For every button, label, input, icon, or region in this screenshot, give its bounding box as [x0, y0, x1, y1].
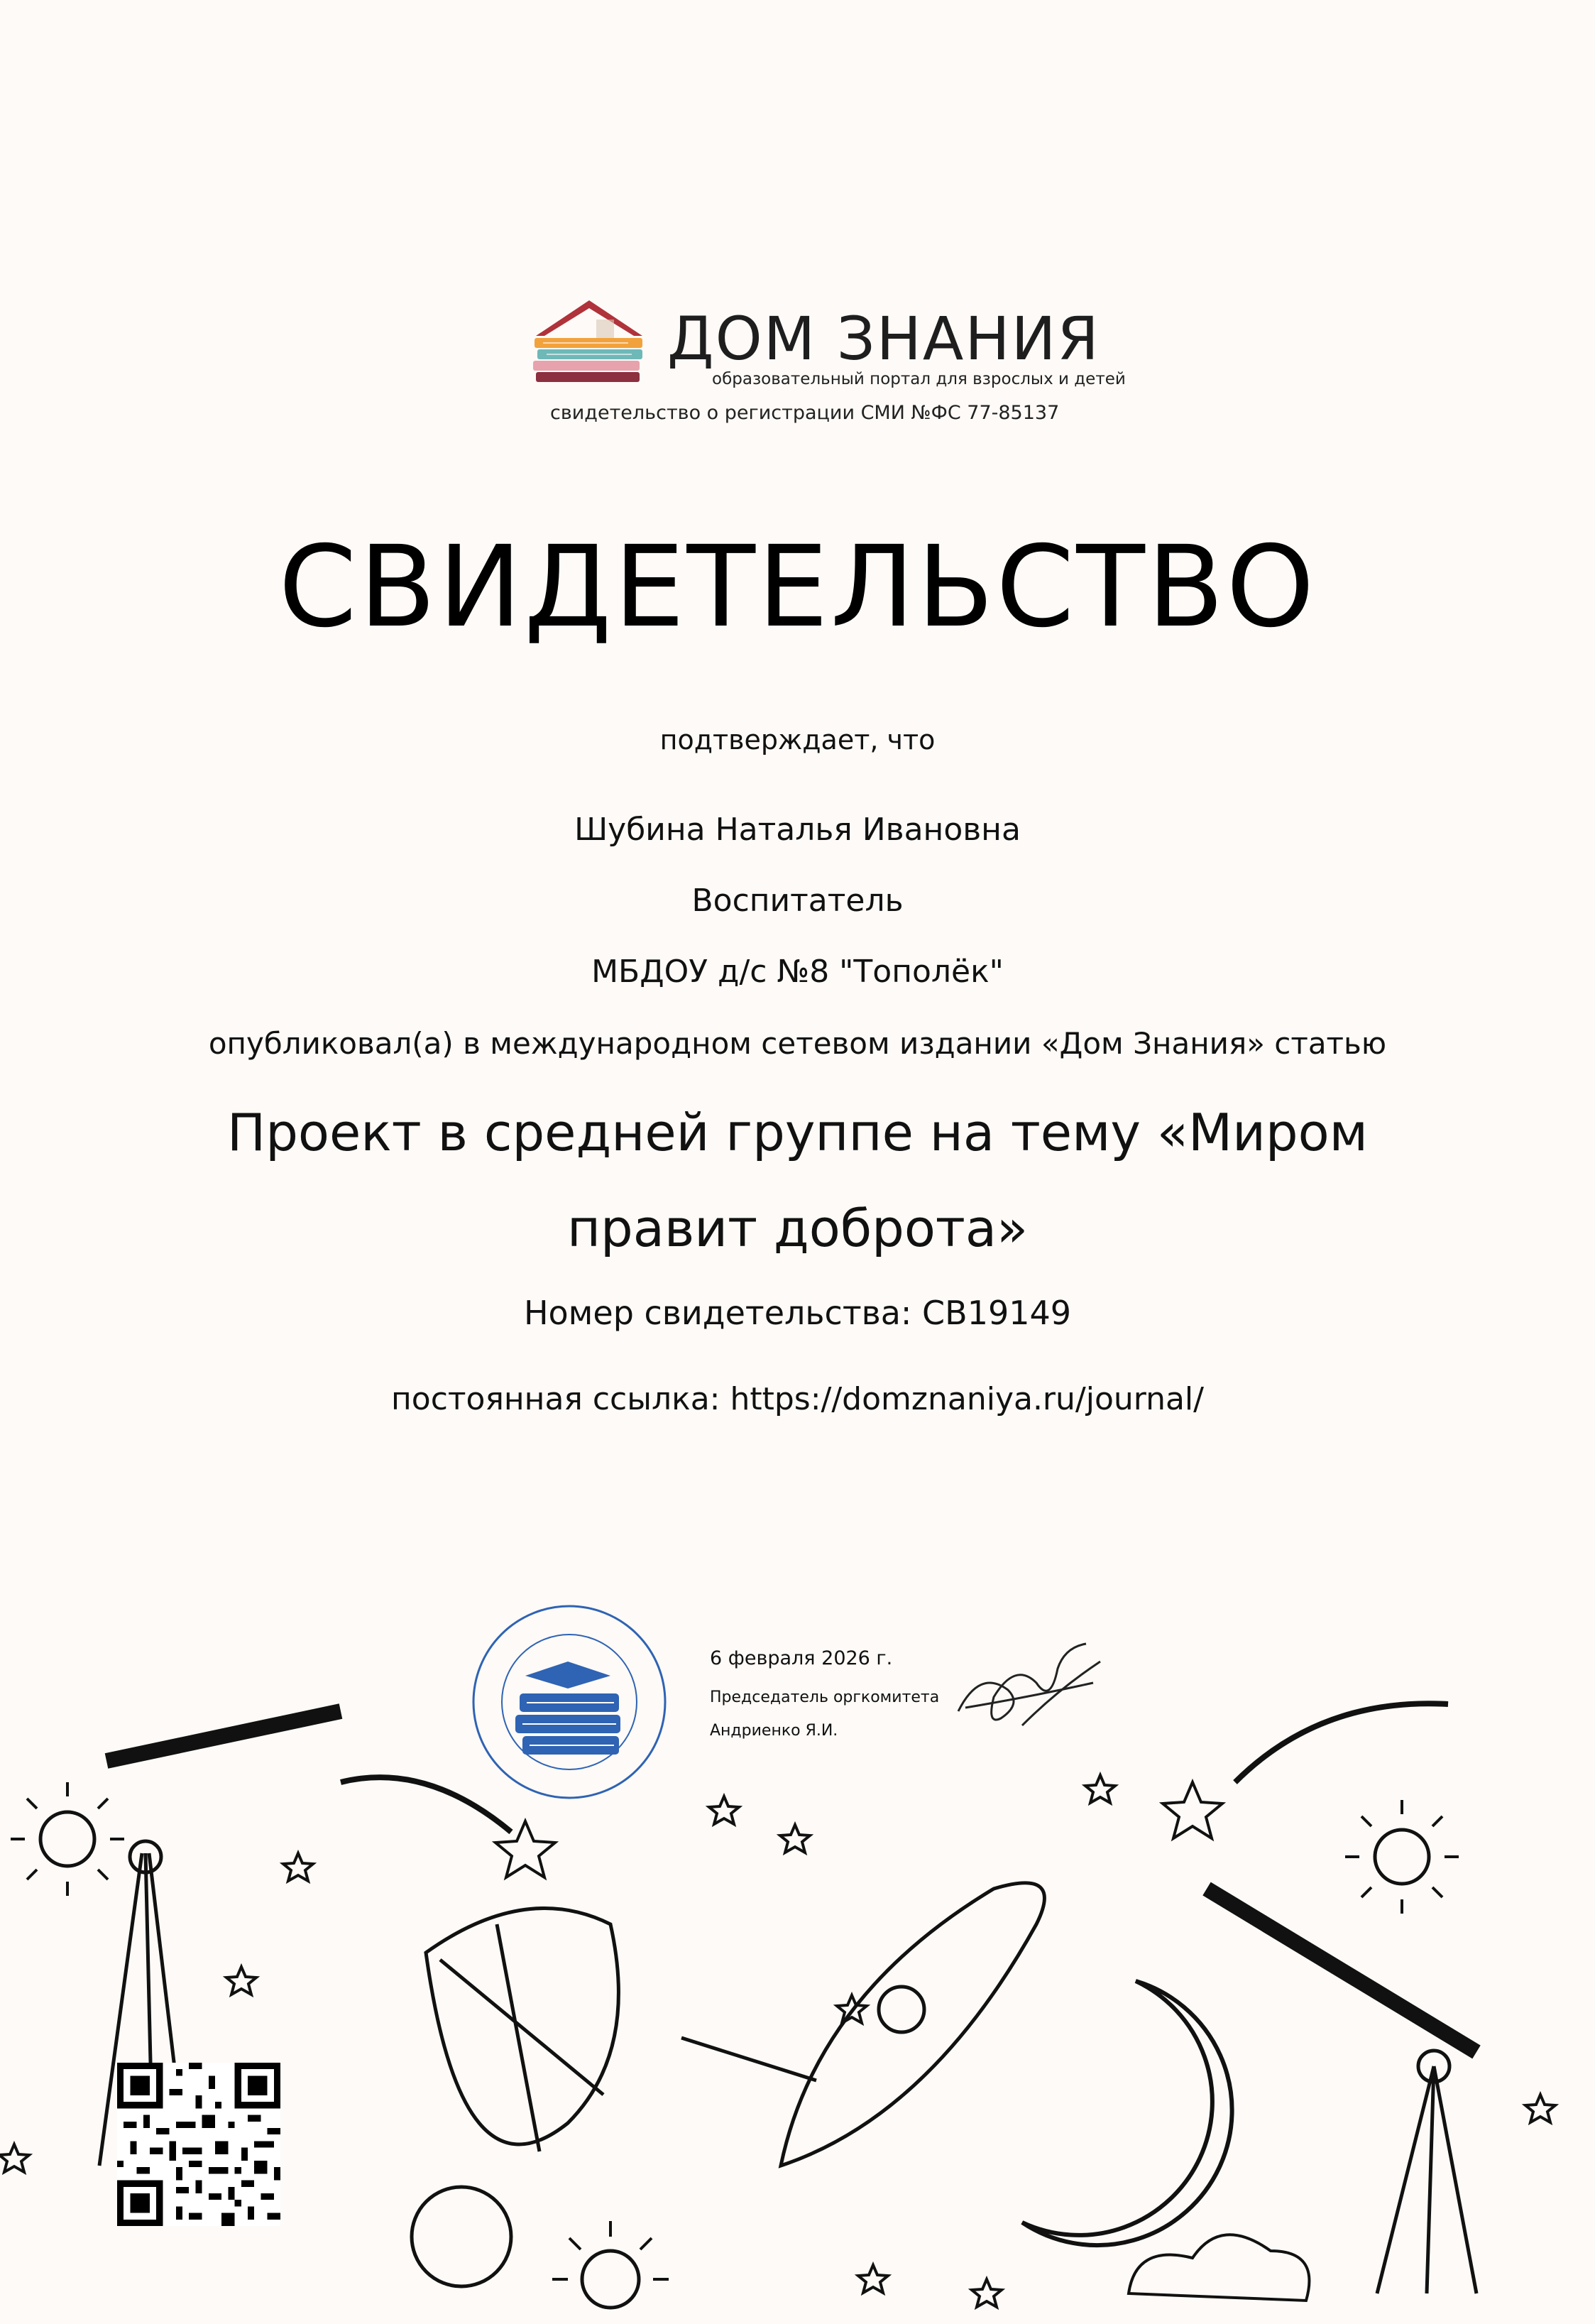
telescope-right-icon [1207, 1889, 1476, 2293]
books-stamp-icon [468, 1601, 671, 1804]
moon-icon [1022, 1981, 1232, 2245]
permalink: постоянная ссылка: https://domznaniya.ru/journal/ [391, 1381, 1204, 1417]
published-text: опубликовал(а) в международном сетевом издании «Дом Знания» статью [208, 1026, 1387, 1061]
cloud-icon [1129, 2235, 1309, 2301]
signatory-name: Андриенко Я.И. [710, 1722, 838, 1740]
brand-logo [529, 297, 1126, 428]
document-title: СВИДЕТЕЛЬСТВО [278, 522, 1317, 653]
person-organization: МБДОУ д/с №8 "Тополёк" [591, 954, 1004, 990]
sun-icon [11, 1782, 124, 1896]
confirms-text: подтверждает, что [659, 724, 936, 755]
brand-tagline: образовательный портал для взрослых и детей [712, 370, 1126, 388]
person-role: Воспитатель [691, 883, 904, 919]
house-of-books-icon [529, 297, 649, 386]
person-name: Шубина Наталья Ивановна [574, 812, 1021, 848]
signatory-role: Председатель оргкомитета [710, 1689, 940, 1706]
certificate-number: Номер свидетельства: СВ19149 [523, 1294, 1072, 1332]
signature-date: 6 февраля 2026 г. [710, 1647, 893, 1669]
stars-icon [0, 1775, 1555, 2307]
comet-icon [1235, 1703, 1448, 1782]
sun-icon [1345, 1800, 1459, 1914]
satellite-dish-icon [412, 1909, 618, 2287]
article-title: Проект в средней группе на тему «Миром правит доброта» [227, 1103, 1368, 1258]
registration-text: свидетельство о регистрации СМИ №ФС 77-85137 [550, 402, 1060, 424]
sun-icon [552, 2221, 669, 2308]
qr-code-icon[interactable] [117, 2063, 280, 2226]
handwritten-signature [951, 1640, 1107, 1740]
brand-name: ДОМ ЗНАНИЯ [667, 304, 1100, 373]
